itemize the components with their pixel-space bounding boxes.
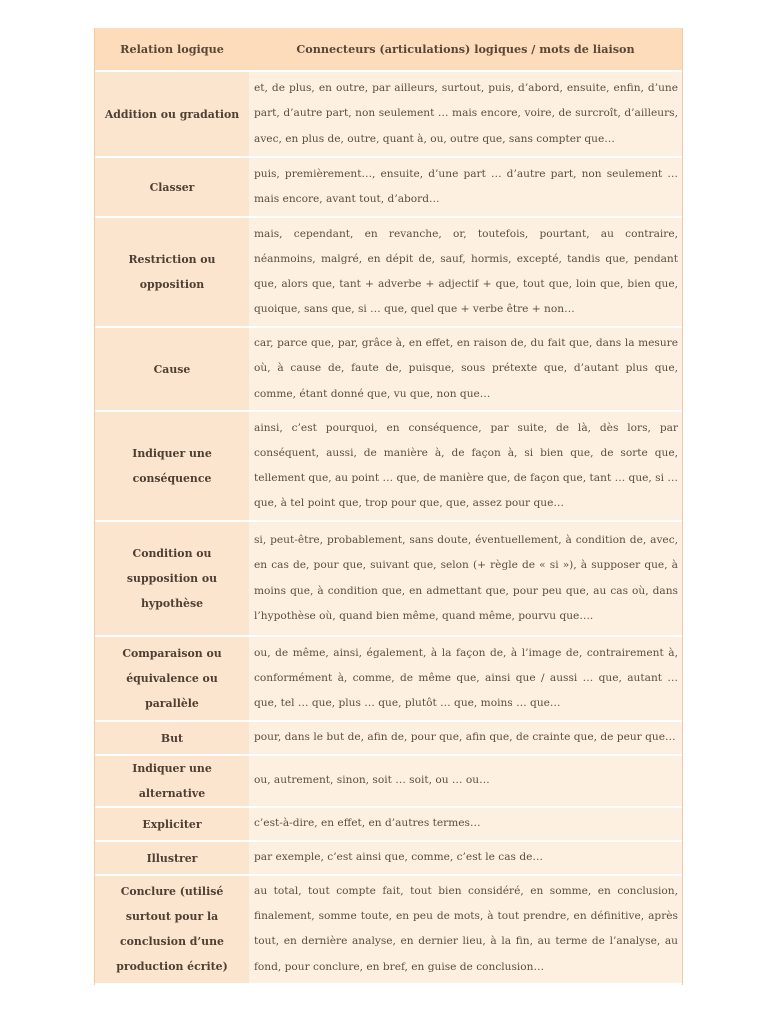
logical-connectors-table-container: [94, 28, 683, 985]
connecteurs-cell: puis, premièrement…, ensuite, d’une part … d’autre part, non seulement … mais encore, avant tout, d’abord…: [249, 157, 682, 217]
relation-cell: But: [95, 721, 249, 755]
relation-cell: Indiquer une alternative: [95, 755, 249, 807]
table-row: [95, 875, 682, 984]
connecteurs-cell: et, de plus, en outre, par ailleurs, surtout, puis, d’abord, ensuite, enfin, d’une part, d’autre part, non seulement … mais encore, voire, de surcroît, d’ailleurs, avec, en plus de, outre, quant à, ou, outre que, sans compter que…: [249, 71, 682, 157]
table-row: [95, 755, 682, 807]
connecteurs-cell: ou, de même, ainsi, également, à la façon de, à l’image de, contrairement à, conformément à, comme, de même que, ainsi que / aussi … que, autant … que, tel … que, plus … que, plutôt … que, moins … que…: [249, 636, 682, 721]
connecteurs-cell: mais, cependant, en revanche, or, toutefois, pourtant, au contraire, néanmoins, malgré, en dépit de, sauf, hormis, excepté, tandis que, pendant que, alors que, tant + adverbe + adjectif + que, tout que, loin que, bien que, quoique, sans que, si … que, quel que + verbe être + non…: [249, 217, 682, 327]
connecteurs-cell: ou, autrement, sinon, soit … soit, ou … ou…: [249, 755, 682, 807]
connecteurs-cell: ainsi, c’est pourquoi, en conséquence, par suite, de là, dès lors, par conséquent, aussi, de manière à, de façon à, si bien que, de sorte que, tellement que, au point … que, de manière que, de façon que, tant … que, si … que, à tel point que, trop pour que, que, assez pour que…: [249, 411, 682, 521]
connecteurs-cell: car, parce que, par, grâce à, en effet, en raison de, du fait que, dans la mesure où, à cause de, faute de, puisque, sous prétexte que, d’autant plus que, comme, étant donné que, vu que, non que…: [249, 327, 682, 411]
header-relation: Relation logique: [95, 28, 249, 71]
table-header-row: [95, 28, 682, 71]
relation-cell: Condition ou supposition ou hypothèse: [95, 521, 249, 636]
table-row: [95, 636, 682, 721]
header-connecteurs: Connecteurs (articulations) logiques / mots de liaison: [249, 28, 682, 71]
table-row: [95, 71, 682, 157]
relation-cell: Indiquer une conséquence: [95, 411, 249, 521]
relation-cell: Cause: [95, 327, 249, 411]
table-row: [95, 841, 682, 875]
table-row: [95, 721, 682, 755]
table-row: [95, 217, 682, 327]
table-row: [95, 157, 682, 217]
relation-cell: Comparaison ou équivalence ou parallèle: [95, 636, 249, 721]
connecteurs-cell: au total, tout compte fait, tout bien considéré, en somme, en conclusion, finalement, somme toute, en peu de mots, à tout prendre, en définitive, après tout, en dernière analyse, en dernier lieu, à la fin, au terme de l’analyse, au fond, pour conclure, en bref, en guise de conclusion…: [249, 875, 682, 984]
table-row: [95, 327, 682, 411]
table-row: [95, 521, 682, 636]
relation-cell: Illustrer: [95, 841, 249, 875]
connecteurs-cell: pour, dans le but de, afin de, pour que, afin que, de crainte que, de peur que…: [249, 721, 682, 755]
relation-cell: Conclure (utilisé surtout pour la conclusion d’une production écrite): [95, 875, 249, 984]
connecteurs-cell: par exemple, c’est ainsi que, comme, c’est le cas de…: [249, 841, 682, 875]
relation-cell: Restriction ou opposition: [95, 217, 249, 327]
relation-cell: Classer: [95, 157, 249, 217]
table-row: [95, 807, 682, 841]
connecteurs-cell: c’est-à-dire, en effet, en d’autres termes…: [249, 807, 682, 841]
logical-connectors-table: [95, 28, 682, 985]
relation-cell: Addition ou gradation: [95, 71, 249, 157]
table-row: [95, 411, 682, 521]
relation-cell: Expliciter: [95, 807, 249, 841]
connecteurs-cell: si, peut-être, probablement, sans doute, éventuellement, à condition de, avec, en cas de, pour que, suivant que, selon (+ règle de « si »), à supposer que, à moins que, à condition que, en admettant que, pour peu que, au cas où, dans l’hypothèse où, quand bien même, quand même, pourvu que….: [249, 521, 682, 636]
